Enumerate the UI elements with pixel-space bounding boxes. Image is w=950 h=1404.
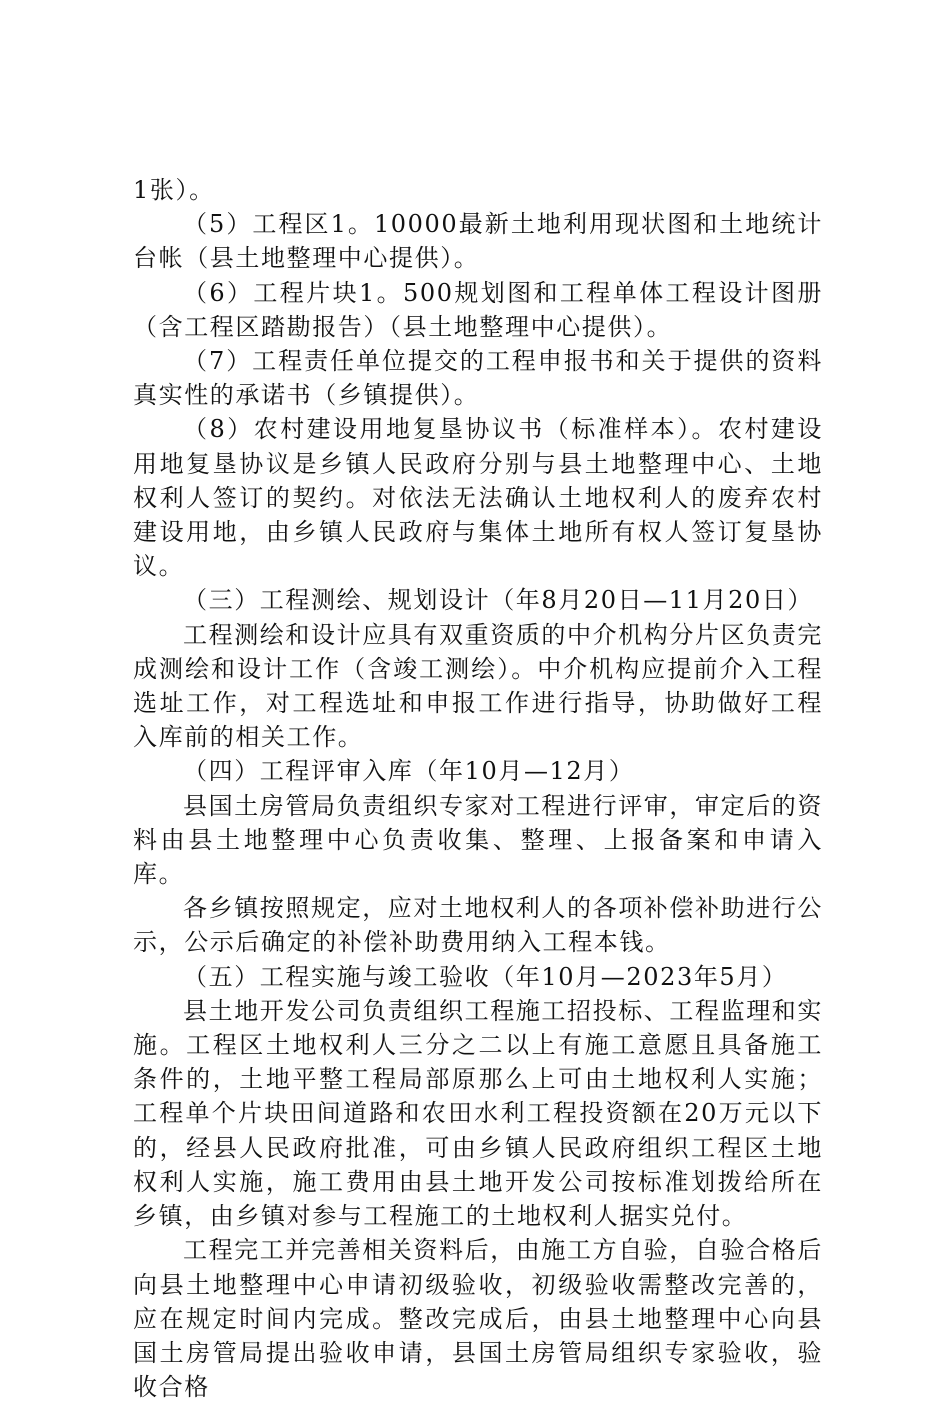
paragraph-review: 县国土房管局负责组织专家对工程进行评审，审定后的资料由县土地整理中心负责收集、整理、上报备案和申请入库。 [133, 791, 823, 889]
paragraph-item-5: （5）工程区1。10000最新土地利用现状图和土地统计台帐（县土地整理中心提供）。 [133, 210, 823, 273]
paragraph-item-7: （7）工程责任单位提交的工程申报书和关于提供的资料真实性的承诺书（乡镇提供）。 [133, 347, 823, 410]
paragraph-compensation: 各乡镇按照规定，应对土地权利人的各项补偿补助进行公示，公示后确定的补偿补助费用纳入工程本钱。 [133, 894, 823, 957]
section-heading-3: （三）工程测绘、规划设计（年8月20日—11月20日） [183, 586, 814, 615]
section-heading-4: （四）工程评审入库（年10月—12月） [183, 757, 635, 786]
paragraph-item-8: （8）农村建设用地复垦协议书（标准样本）。农村建设用地复垦协议是乡镇人民政府分别与县土地整理中心、土地权利人签订的契约。对依法无法确认土地权利人的废弃农村建设用地，由乡镇人民政府与集体土地所有权人签订复垦协议。 [133, 415, 823, 581]
paragraph-acceptance: 工程完工并完善相关资料后，由施工方自验，自验合格后向县土地整理中心申请初级验收，初级验收需整改完善的，应在规定时间内完成。整改完成后，由县土地整理中心向县国土房管局提出验收申请，县国土房管局组织专家验收，验收合格 [133, 1236, 823, 1402]
document-body [133, 173, 823, 1404]
paragraph-continuation: 1张）。 [133, 176, 215, 204]
paragraph-surveying: 工程测绘和设计应具有双重资质的中介机构分片区负责完成测绘和设计工作（含竣工测绘）。中介机构应提前介入工程选址工作，对工程选址和申报工作进行指导，协助做好工程入库前的相关工作。 [133, 620, 823, 752]
section-heading-5: （五）工程实施与竣工验收（年10月—2023年5月） [183, 962, 788, 991]
paragraph-implementation: 县土地开发公司负责组织工程施工招投标、工程监理和实施。工程区土地权利人三分之二以上有施工意愿且具备施工条件的，土地平整工程局部原那么上可由土地权利人实施；工程单个片块田间道路和农田水利工程投资额在20万元以下的，经县人民政府批准，可由乡镇人民政府组织工程区土地权利人实施，施工费用由县土地开发公司按标准划拨给所在乡镇，由乡镇对参与工程施工的土地权利人据实兑付。 [133, 996, 823, 1231]
paragraph-item-6: （6）工程片块1。500规划图和工程单体工程设计图册（含工程区踏勘报告）（县土地整理中心提供）。 [133, 278, 823, 341]
